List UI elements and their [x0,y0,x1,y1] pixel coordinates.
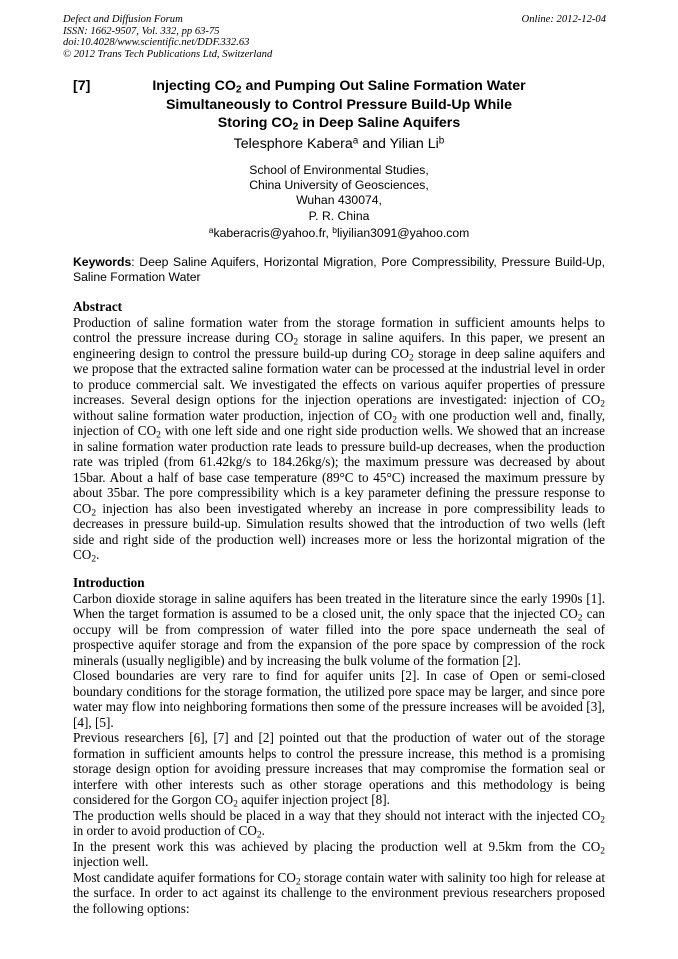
text: Production of saline formation water from the storage formation in sufficient amounts helps to control the pressure increase during CO [73,314,605,345]
paper-title [100,77,578,133]
online-date: Online: 2012-12-04 [521,14,606,25]
affiliation-line: P. R. China [308,208,370,223]
title-text: Simultaneously to Control Pressure Build-Up While [165,96,513,113]
keywords-label: Keywords [73,255,132,269]
text: with one left side and one right side production wells. We showed that an increase in saline formation water production rate leads to pressure build-up decreases, when the production rate was tripled (from 61.42kg/s to 184.26kg/s); the maximum pressure was decreased by about 15bar. About a half of base case temperature (89°C to 45°C) increased the maximum pressure by about 35bar. The pore compressibility which is a key parameter defining the pressure response to CO [73,423,606,516]
text: Carbon dioxide storage in saline aquifers has been treated in the literature since the early 1990s [1]. When the target formation is assumed to be a closed unit, the only space that the injected CO [73,590,605,621]
author-joiner: and [358,136,390,152]
author-list [0,135,678,153]
title-text: in Deep Saline Aquifers [298,115,461,131]
text: injection well. [73,854,149,869]
copyright-line: © 2012 Trans Tech Publications Ltd, Switzerland [63,48,273,60]
text: . [96,547,100,562]
title-text: and Pumping Out Saline Formation Water [241,78,526,94]
subscript: 2 [600,399,605,410]
affiliation-line: China University of Geosciences, [249,178,429,193]
subscript: 2 [295,876,301,887]
subscript: 2 [292,121,299,133]
text: in order to avoid production of CO [73,823,257,838]
intro-paragraph [73,839,605,870]
intro-paragraph [73,808,605,839]
subscript: 2 [293,337,299,348]
subscript: 2 [600,845,605,856]
superscript: a [208,225,214,236]
section-heading: Introduction [73,575,145,590]
issn-line: ISSN: 1662-9507, Vol. 332, pp 63-75 [63,25,220,37]
text: storage in saline aquifers. In this paper, we present an engineering design to control the pressure build-up during CO [73,330,605,361]
superscript: b [438,135,445,147]
affiliation-line: Wuhan 430074, [296,193,382,208]
subscript: 2 [91,507,97,518]
email-address: kaberacris@yahoo.fr, [213,226,333,240]
subscript: 2 [233,799,238,810]
keywords-text: : Deep Saline Aquifers, Horizontal Migration, Pore Compressibility, Pressure Build-Up, Saline Formation Water [73,255,605,284]
text: injection has also been investigated whereby an increase in pore compressibility leads to decreases in pressure build-up. Simulation results showed that the introduction of two wells (left side and right side of the production well) increases more or less the horizontal migration of the CO [73,500,605,562]
subscript: 2 [577,613,583,624]
text: aquifer injection project [8]. [237,792,390,807]
title-text: Injecting CO [152,78,236,94]
text: Previous researchers [6], [7] and [2] pointed out that the production of water out of the storage formation in sufficient amounts helps to control the pressure increase, this method is a promising storage design option for avoiding pressure increases that may compromise the formation seal or interfere with other interests such as other storage operations and this methodology is being considered for the Gorgon CO [73,730,605,807]
superscript: b [332,225,337,236]
title-text: Storing CO [217,115,293,131]
abstract-section [73,299,605,563]
email-address: liyilian3091@yahoo.com [336,226,470,240]
affiliation [0,163,678,224]
text: without saline formation water production, injection of CO [73,407,393,423]
journal-header [63,14,272,60]
subscript: 2 [91,554,97,565]
text: storage contain water with salinity too high for release at the surface. In order to act against its challenge to the environment previous researchers proposed the following options: [73,869,605,916]
introduction-section [73,575,605,916]
keywords [73,255,605,285]
subscript: 2 [156,430,161,441]
section-heading: Abstract [73,299,123,314]
subscript: 2 [409,352,414,363]
abstract-paragraph [73,315,605,563]
author-name: Telesphore Kabera [233,136,353,152]
author-name: Yilian Li [389,136,439,152]
intro-paragraph [73,870,605,917]
doi-line: doi:10.4028/www.scientific.net/DDF.332.63 [63,37,250,49]
journal-name: Defect and Diffusion Forum [63,14,183,25]
subscript: 2 [256,830,262,841]
intro-paragraph [73,591,605,669]
text: Most candidate aquifer formations for CO [73,869,296,885]
superscript: a [352,135,359,147]
subscript: 2 [235,84,242,96]
subscript: 2 [600,814,605,825]
text: . [261,823,265,838]
author-emails [0,226,678,241]
intro-paragraph: Closed boundaries are very rare to find for aquifer units [2]. In case of Open or semi-closed boundary conditions for the storage formation, the utilized pore space may be larger, and since pore water may flow into neighboring formations then some of the pressure increases will be avoided [3], [4], [5]. [73,668,605,730]
text: with one production well and, finally, injection of CO [73,407,605,438]
affiliation-line: School of Environmental Studies, [249,163,429,177]
reference-number: [7] [73,78,91,94]
subscript: 2 [392,414,397,425]
text: The production wells should be placed in a way that they should not interact with the injected CO [73,807,601,823]
text: In the present work this was achieved by placing the production well at 9.5km from the CO [73,838,601,854]
intro-paragraph [73,730,605,808]
text: can occupy will be from compression of water filled into the pore space underneath the seal of prospective aquifer storage and from the expansion of the pore space by compression of the rock minerals (usually negligible) and by increasing the bulk volume of the formation [2]. [73,606,605,668]
text: storage in deep saline aquifers and we propose that the extracted saline formation water can be processed at the industrial level in order to produce commercial salt. We investigated the effects on various aquifer properties of pressure increases. Several design options for the injection operations are investigated: injection of CO [73,345,605,407]
